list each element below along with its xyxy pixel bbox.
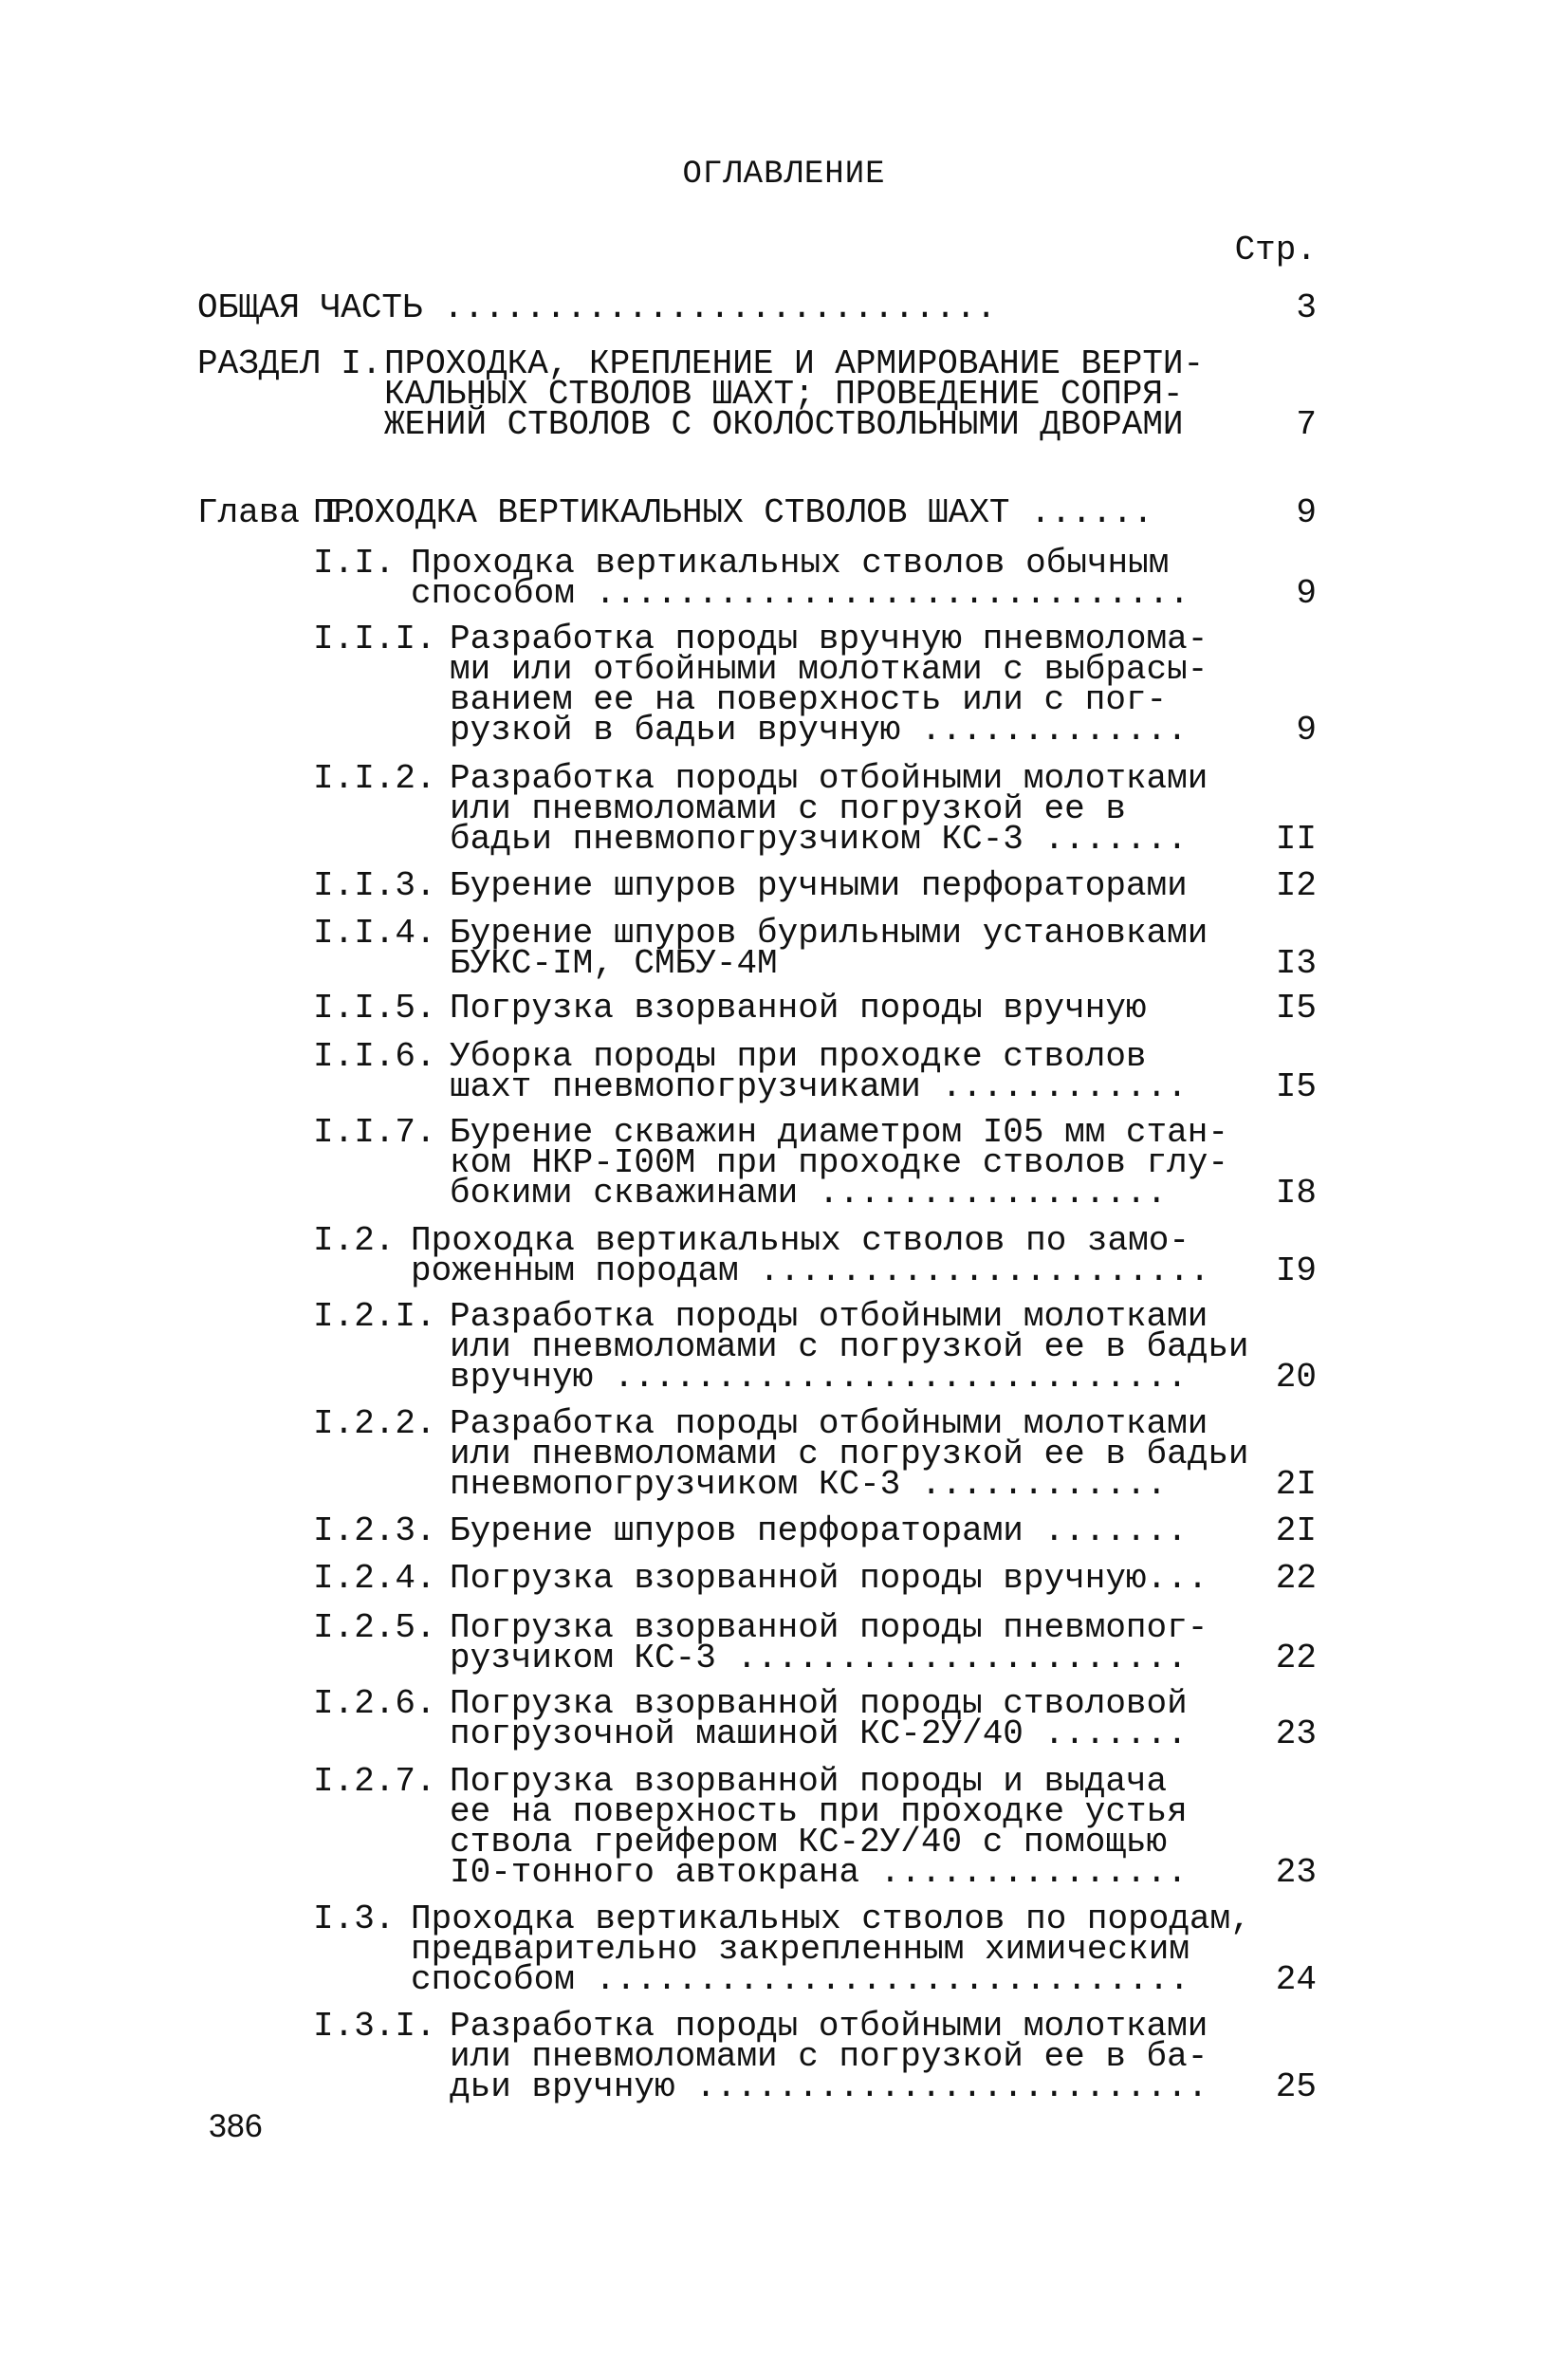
toc-entry-page: 23 xyxy=(1275,1853,1317,1892)
toc-entry-line: ми или отбойными молотками с выбрасы- xyxy=(450,650,1208,689)
toc-entry-line: или пневмоломами с погрузкой ее в бадьи xyxy=(450,1327,1249,1366)
toc-entry-number: I.2.2. xyxy=(313,1404,436,1443)
toc-entry-text xyxy=(450,1037,1188,1106)
toc-entry-page: 9 xyxy=(1296,493,1317,532)
toc-entry-line: ее на поверхность при проходке устья xyxy=(450,1792,1188,1831)
toc-entry-number: I.I.I. xyxy=(313,620,436,658)
toc-entry-number: I.I. xyxy=(313,544,396,583)
toc-entry-line: Проходка вертикальных стволов обычным xyxy=(411,544,1170,583)
toc-entry-text xyxy=(450,1684,1188,1753)
toc-entry-text xyxy=(450,1608,1208,1677)
toc-entry-line: или пневмоломами с погрузкой ее в ба- xyxy=(450,2037,1208,2076)
toc-entry-line: предварительно закрепленным химическим xyxy=(411,1930,1190,1969)
page-number: 386 xyxy=(209,2108,263,2144)
toc-entry-page: I5 xyxy=(1275,1067,1317,1106)
toc-entry-line: Погрузка взорванной породы и выдача xyxy=(450,1762,1168,1801)
toc-entry-text xyxy=(450,2007,1208,2106)
toc-entry-page: I5 xyxy=(1275,989,1317,1028)
toc-entry-number: I.I.5. xyxy=(313,989,436,1028)
toc-entry-line: ванием ее на поверхность или с пог- xyxy=(450,680,1168,719)
toc-entry-line: Разработка породы отбойными молотками xyxy=(450,1404,1208,1443)
toc-entry-line: БУКС-IМ, СМБУ-4М xyxy=(450,944,778,983)
toc-entry-page: II xyxy=(1275,820,1317,859)
toc-entry-line: Уборка породы при проходке стволов xyxy=(450,1037,1147,1076)
toc-entry-number: I.2.6. xyxy=(313,1684,436,1723)
toc-entry-line: Погрузка взорванной породы пневмопог- xyxy=(450,1608,1208,1647)
toc-entry-page: I9 xyxy=(1275,1251,1317,1290)
toc-entry-line: способом ............................. xyxy=(411,574,1190,613)
toc-entry-number: I.3.I. xyxy=(313,2007,436,2046)
toc-entry-line: шахт пневмопогрузчиками ............ xyxy=(450,1067,1188,1106)
toc-entry-page: I2 xyxy=(1275,866,1317,905)
toc-entry-text xyxy=(411,544,1190,613)
toc-entry-text xyxy=(450,1297,1249,1397)
toc-entry-page: I3 xyxy=(1275,944,1317,983)
toc-entry-text xyxy=(411,1221,1210,1290)
toc-entry-line: или пневмоломами с погрузкой ее в xyxy=(450,789,1126,828)
toc-entry-text xyxy=(450,620,1208,750)
toc-entry-text xyxy=(450,1511,1188,1550)
toc-entry-page: 20 xyxy=(1275,1358,1317,1397)
toc-entry-line: бадьи пневмопогрузчиком КС-3 ....... xyxy=(450,820,1188,859)
toc-entry-line: КАЛЬНЫХ СТВОЛОВ ШАХТ; ПРОВЕДЕНИЕ СОПРЯ- xyxy=(384,375,1184,414)
toc-entry-line: бокими скважинами ................. xyxy=(450,1174,1168,1213)
toc-entry-line: погрузочной машиной КС-2У/40 ....... xyxy=(450,1714,1188,1753)
toc-entry-number: I.I.6. xyxy=(313,1037,436,1076)
toc-entry-line: Разработка породы вручную пневмолома- xyxy=(450,620,1208,658)
toc-entry-number: I.2.5. xyxy=(313,1608,436,1647)
toc-entry-page: 7 xyxy=(1296,405,1317,444)
toc-entry-text xyxy=(450,866,1188,905)
toc-entry-text xyxy=(313,493,1153,532)
toc-entry-page: 22 xyxy=(1275,1559,1317,1598)
toc-entry-line: способом ............................. xyxy=(411,1960,1190,1999)
toc-entry-line: ПРОХОДКА, КРЕПЛЕНИЕ И АРМИРОВАНИЕ ВЕРТИ- xyxy=(384,344,1205,383)
toc-entry-page: 9 xyxy=(1296,711,1317,750)
toc-entry-line: Разработка породы отбойными молотками xyxy=(450,2007,1208,2046)
toc-entry-number: I.I.3. xyxy=(313,866,436,905)
toc-entry-line: ЖЕНИЙ СТВОЛОВ С ОКОЛОСТВОЛЬНЫМИ ДВОРАМИ xyxy=(384,405,1184,444)
toc-entry-line: или пневмоломами с погрузкой ее в бадьи xyxy=(450,1435,1249,1473)
toc-entry-line: Бурение шпуров ручными перфораторами xyxy=(450,866,1188,905)
toc-entry-page: 3 xyxy=(1296,288,1317,327)
toc-entry-line: Проходка вертикальных стволов по замо- xyxy=(411,1221,1190,1260)
toc-title: ОГЛАВЛЕНИЕ xyxy=(682,157,886,193)
toc-entry-line: Погрузка взорванной породы вручную xyxy=(450,989,1147,1028)
toc-entry-number: I.2.4. xyxy=(313,1559,436,1598)
toc-entry-number: I.2.3. xyxy=(313,1511,436,1550)
toc-entry-line: Бурение шпуров перфораторами ....... xyxy=(450,1511,1188,1550)
toc-entry-text xyxy=(450,1113,1228,1213)
toc-entry-text xyxy=(450,759,1208,859)
toc-entry-text xyxy=(450,1559,1208,1598)
toc-entry-page: 23 xyxy=(1275,1714,1317,1753)
toc-entry-text xyxy=(384,344,1205,444)
page-column-header: Стр. xyxy=(1234,231,1317,269)
toc-entry-number: РАЗДЕЛ I. xyxy=(197,344,382,383)
toc-entry-number: I.I.7. xyxy=(313,1113,436,1152)
toc-entry-number: I.I.2. xyxy=(313,759,436,798)
toc-entry-line: рузкой в бадьи вручную ............. xyxy=(450,711,1188,750)
toc-entry-line: ОБЩАЯ ЧАСТЬ ........................... xyxy=(197,288,997,327)
toc-entry-text xyxy=(450,1762,1188,1892)
toc-entry-number: I.2.7. xyxy=(313,1762,436,1801)
toc-entry-number: I.I.4. xyxy=(313,914,436,953)
toc-entry-line: Бурение шпуров бурильными установками xyxy=(450,914,1208,953)
toc-entry-number: I.2. xyxy=(313,1221,396,1260)
toc-entry-line: ствола грейфером КС-2У/40 с помощью xyxy=(450,1823,1168,1862)
toc-entry-line: Разработка породы отбойными молотками xyxy=(450,1297,1208,1336)
toc-entry-line: роженным породам ...................... xyxy=(411,1251,1210,1290)
toc-entry-page: 22 xyxy=(1275,1639,1317,1677)
toc-entry-line: Проходка вертикальных стволов по породам, xyxy=(411,1899,1251,1938)
toc-entry-text xyxy=(450,914,1208,983)
toc-entry-line: Погрузка взорванной породы вручную... xyxy=(450,1559,1208,1598)
toc-entry-page: I8 xyxy=(1275,1174,1317,1213)
toc-entry-line: ПРОХОДКА ВЕРТИКАЛЬНЫХ СТВОЛОВ ШАХТ ...... xyxy=(313,493,1153,532)
toc-entry-text xyxy=(197,288,997,327)
toc-entry-line: ком НКР-I00М при проходке стволов глу- xyxy=(450,1143,1228,1182)
toc-entry-text xyxy=(450,989,1147,1028)
toc-entry-number: I.3. xyxy=(313,1899,396,1938)
toc-entry-page: 9 xyxy=(1296,574,1317,613)
toc-entry-line: Бурение скважин диаметром I05 мм стан- xyxy=(450,1113,1228,1152)
toc-entry-page: 25 xyxy=(1275,2067,1317,2106)
toc-entry-text xyxy=(411,1899,1251,1999)
toc-entry-number: I.2.I. xyxy=(313,1297,436,1336)
toc-entry-line: вручную ............................ xyxy=(450,1358,1188,1397)
toc-entry-page: 2I xyxy=(1275,1465,1317,1504)
toc-entry-line: пневмопогрузчиком КС-3 ............ xyxy=(450,1465,1168,1504)
toc-entry-number: Глава I. xyxy=(197,493,361,532)
toc-entry-line: дьи вручную ......................... xyxy=(450,2067,1208,2106)
toc-entry-line: I0-тонного автокрана ............... xyxy=(450,1853,1188,1892)
toc-entry-page: 24 xyxy=(1275,1960,1317,1999)
toc-entry-line: рузчиком КС-3 ...................... xyxy=(450,1639,1188,1677)
toc-entry-line: Разработка породы отбойными молотками xyxy=(450,759,1208,798)
toc-entry-page: 2I xyxy=(1275,1511,1317,1550)
toc-entry-text xyxy=(450,1404,1249,1504)
toc-entry-line: Погрузка взорванной породы стволовой xyxy=(450,1684,1188,1723)
